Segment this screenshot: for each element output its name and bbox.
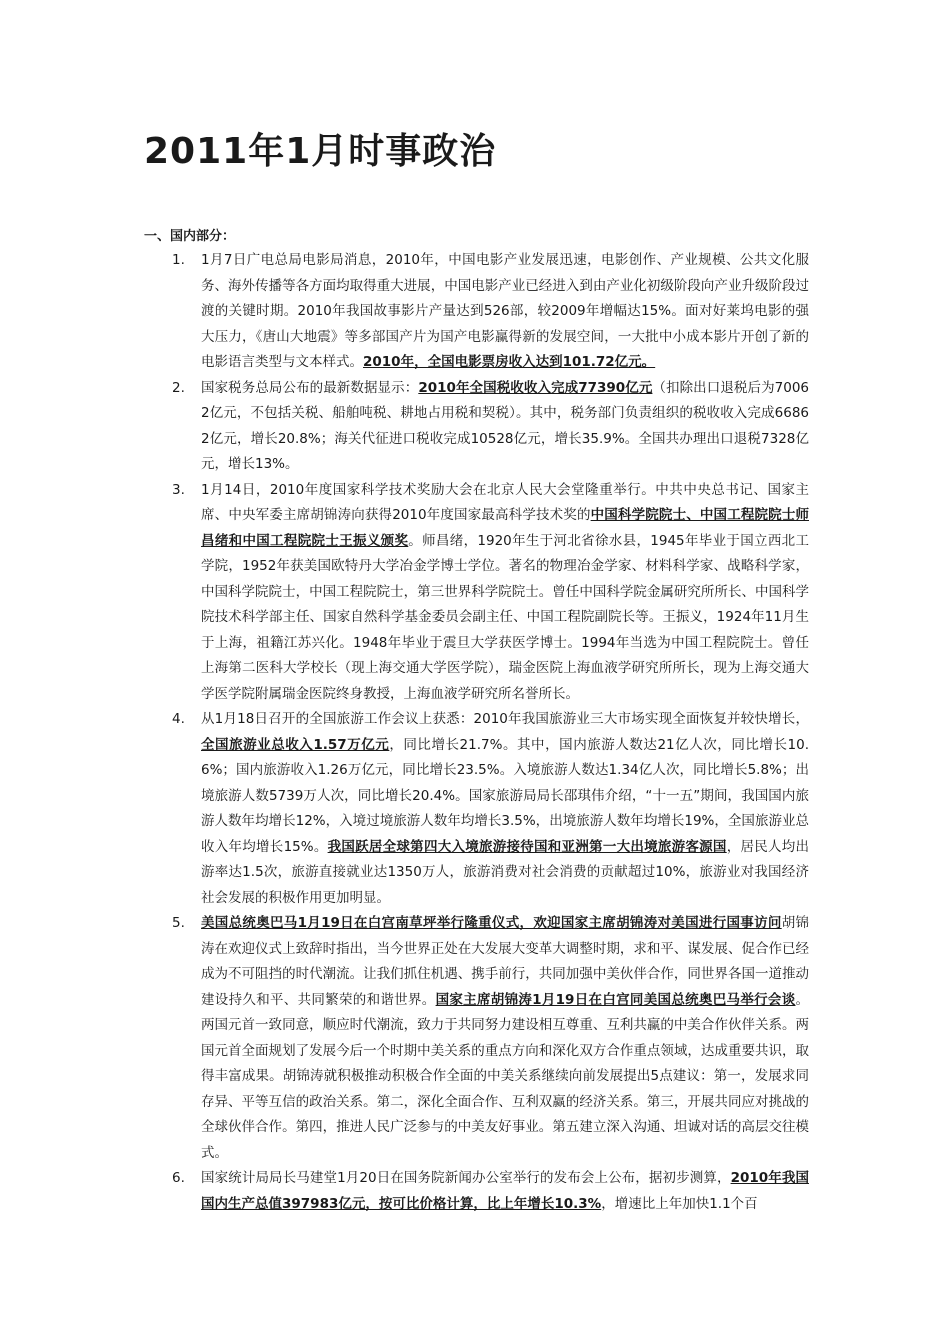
body-text: 胡锦涛在欢迎仪式上致辞时指出，当今世界正处在大发展大变革大调整时期，求和平、谋发展、促合作已经成为不可阻挡的时代潮流。让我们抓住机遇、携手前行，共同加强中美伙伴合作，同世界各国一道推动建设持久和平、共同繁荣的和谐世界。 xyxy=(201,915,810,1008)
list-item xyxy=(0,1166,950,1217)
highlight-text: 国家主席胡锦涛1月19日在白宫同美国总统奥巴马举行会谈 xyxy=(435,991,796,1008)
highlight-text: 2010年全国税收收入完成77390亿元 xyxy=(418,379,653,396)
list-item xyxy=(0,248,950,376)
highlight-text: 全国旅游业总收入1.57万亿元 xyxy=(201,736,390,753)
list-item-number: 5. xyxy=(172,915,185,931)
body-text: 1月7日广电总局电影局消息，2010年，中国电影产业发展迅速，电影创作、产业规模、公共文化服务、海外传播等各方面均取得重大进展，中国电影产业已经进入到由产业化初级阶段向产业升级阶段过渡的关键时期。2010年我国故事影片产量达到526部，较2009年增幅达15%。面对好莱坞电影的强大压力，《唐山大地震》等多部国产片为国产电影赢得新的发展空间，一大批中小成本影片开创了新的电影语言类型与文本样式。 xyxy=(201,252,809,370)
body-text: 国家统计局局长马建堂1月20日在国务院新闻办公室举行的发布会上公布，据初步测算， xyxy=(201,1170,731,1186)
highlight-text: 2010年，全国电影票房收入达到101.72亿元。 xyxy=(363,354,656,370)
list-item-number: 4. xyxy=(172,711,185,727)
section-heading: 一、国内部分： xyxy=(144,229,236,244)
body-text: ，增速比上年加快1.1个百 xyxy=(601,1195,758,1212)
list-item xyxy=(0,376,950,478)
body-text: 从1月18日召开的全国旅游工作会议上获悉：2010年我国旅游业三大市场实现全面恢复并较快增长， xyxy=(201,711,809,727)
page-title: 2011年1月时事政治 xyxy=(144,131,497,172)
list-item-number: 2. xyxy=(172,379,185,396)
list-item xyxy=(0,707,950,911)
list-item-text xyxy=(201,1166,809,1217)
list-item-number: 3. xyxy=(172,481,185,498)
list-item xyxy=(0,478,950,708)
news-list xyxy=(0,248,950,1217)
body-text: 国家税务总局公布的最新数据显示： xyxy=(201,379,419,396)
body-text: ，同比增长21.7%。其中，国内旅游人数达21亿人次，同比增长10.6%；国内旅游收入1.26万亿元，同比增长23.5%。入境旅游人数达1.34亿人次，同比增长5.8%；出境旅游人数5739万人次，同比增长20.4%。国家旅游局局长邵琪伟介绍，“十一五”期间，我国国内旅游人数年均增长12%，入境过境旅游人数年均增长3.5%，出境旅游人数年均增长19%，全国旅游业总收入年均增长15%。 xyxy=(201,736,809,855)
list-item-number: 6. xyxy=(172,1170,185,1186)
list-item xyxy=(0,911,950,1166)
list-item-number: 1. xyxy=(172,252,185,268)
list-item-text xyxy=(201,707,809,911)
body-text: 。师昌绪，1920年生于河北省徐水县，1945年毕业于国立西北工学院，1952年获美国欧特丹大学冶金学博士学位。著名的物理冶金学家、材料科学家、战略科学家，中国科学院院士，中国工程院院士，第三世界科学院院士。曾任中国科学院金属研究所所长、中国科学院技术科学部主任、国家自然科学基金委员会副主任、中国工程院副院长等。王振义，1924年11月生于上海，祖籍江苏兴化。1948年毕业于震旦大学获医学博士。1994年当选为中国工程院院士。曾任上海第二医科大学校长（现上海交通大学医学院），瑞金医院上海血液学研究所所长，现为上海交通大学医学院附属瑞金医院终身教授，上海血液学研究所名誉所长。 xyxy=(201,532,809,702)
list-item-text xyxy=(201,911,809,1166)
body-text: ，居民人均出游率达1.5次，旅游直接就业达1350万人，旅游消费对社会消费的贡献超过10%，旅游业对我国经济社会发展的积极作用更加明显。 xyxy=(201,838,810,906)
body-text: 。两国元首一致同意，顺应时代潮流，致力于共同努力建设相互尊重、互利共赢的中美合作伙伴关系。两国元首全面规划了发展今后一个时期中美关系的重点方向和深化双方合作重点领域，达成重要共识，取得丰富成果。胡锦涛就积极推动积极合作全面的中美关系继续向前发展提出5点建议：第一，发展求同存异、平等互信的政治关系。第二，深化全面合作、互利双赢的经济关系。第三，开展共同应对挑战的全球伙伴合作。第四，推进人民广泛参与的中美友好事业。第五建立深入沟通、坦诚对话的高层交往模式。 xyxy=(201,991,810,1161)
body-text: （扣除出口退税后为70062亿元，不包括关税、船舶吨税、耕地占用税和契税）。其中，税务部门负责组织的税收收入完成66862亿元，增长20.8%；海关代征进口税收完成10528亿元，增长35.9%。全国共办理出口退税7328亿元，增长13%。 xyxy=(201,379,810,472)
highlight-text: 2010年我国国内生产总值397983亿元，按可比价格计算，比上年增长10.3% xyxy=(201,1170,809,1212)
highlight-text: 美国总统奥巴马1月19日在白宫南草坪举行隆重仪式，欢迎国家主席胡锦涛对美国进行国事访问 xyxy=(201,915,782,931)
body-text: 1月14日，2010年度国家科学技术奖励大会在北京人民大会堂隆重举行。中共中央总书记、国家主席、中央军委主席胡锦涛向获得2010年度国家最高科学技术奖的 xyxy=(201,481,809,523)
list-item-text xyxy=(201,376,809,478)
list-item-text xyxy=(201,478,809,708)
highlight-text: 我国跃居全球第四大入境旅游接待国和亚洲第一大出境旅游客源国 xyxy=(327,838,727,855)
list-item-text xyxy=(201,248,809,376)
highlight-text: 中国科学院院士、中国工程院院士师昌绪和中国工程院院士王振义颁奖 xyxy=(201,507,809,549)
